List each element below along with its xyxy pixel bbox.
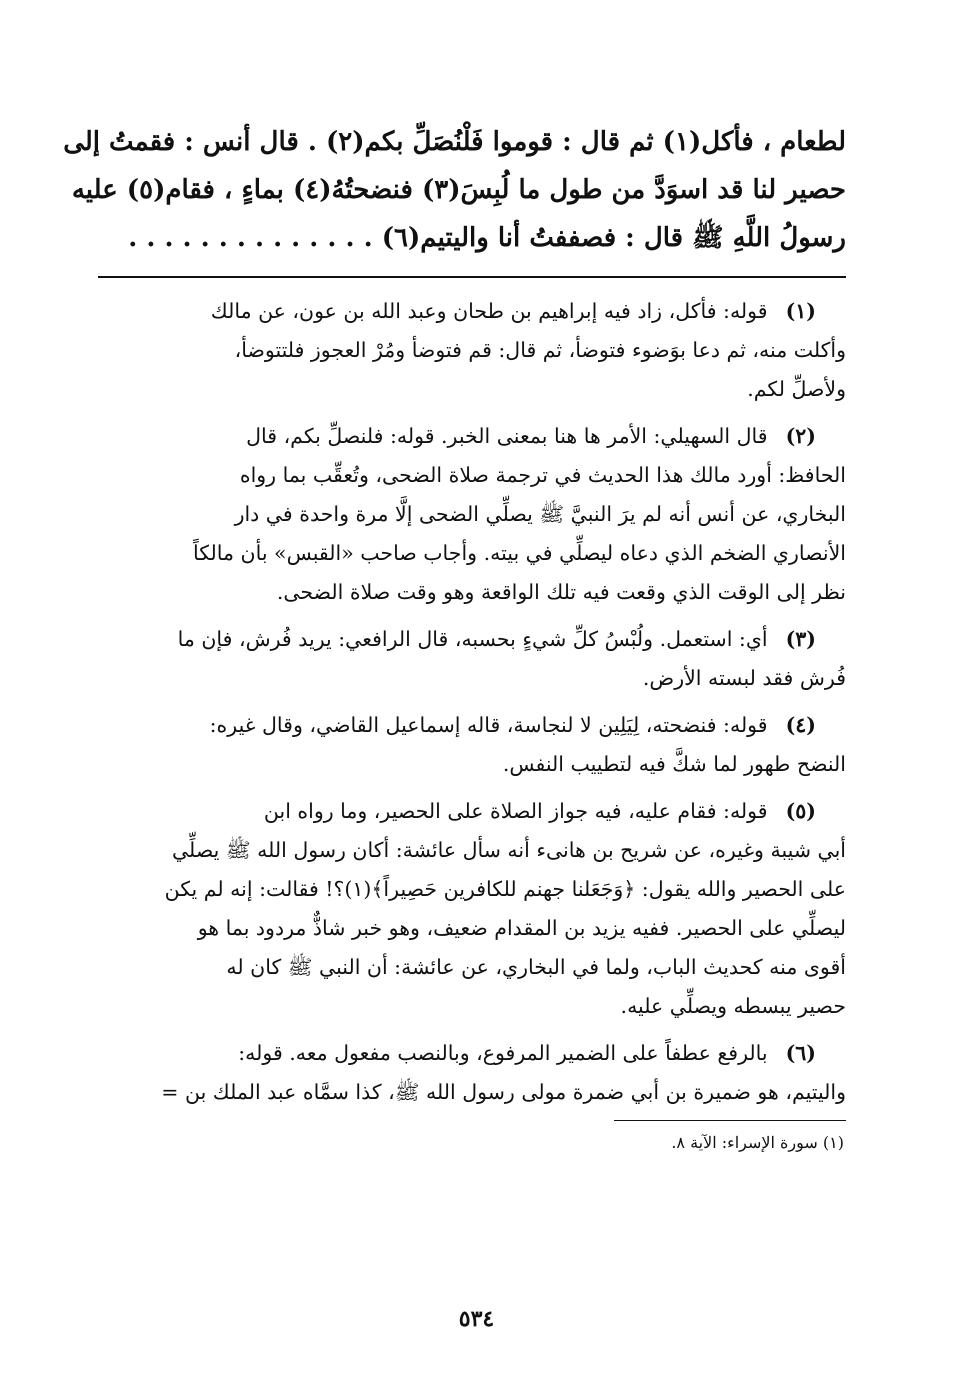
footnote-3 (98, 620, 846, 698)
footnote-number: (٥) (785, 799, 816, 823)
footnote-line: حصير يبسطه ويصلِّي عليه. (620, 994, 846, 1018)
footnote-line: البخاري، عن أنس أنه لم يرَ النبيَّ ﷺ يصلِّي الضحى إلَّا مرة واحدة في دار (234, 502, 846, 526)
main-text-block (63, 118, 846, 262)
footnote-line: ليصلِّي على الحصير. ففيه يزيد بن المقدام ضعيف، وهو خبر شاذٌّ مردود بما هو (197, 916, 846, 940)
footnote-line-text: قوله: فنضحته، لِيَلِين لا لنجاسة، قاله إسماعيل القاضي، وقال غيره: (209, 713, 768, 737)
footnote-4 (98, 706, 846, 784)
footnote-line (98, 792, 846, 831)
footnote-line: ولأصلِّ لكم. (747, 377, 846, 401)
footnote-separator (98, 276, 846, 278)
footnote-1 (98, 292, 846, 409)
footnote-line (98, 292, 846, 331)
footnote-line-text: قال السهيلي: الأمر ها هنا بمعنى الخبر. قوله: فلنصلِّ بكم، قال (246, 424, 768, 448)
footnote-line: فُرش فقد لبسته الأرض. (642, 666, 846, 690)
footnote-line (98, 417, 846, 456)
footnote-number: (٦) (785, 1041, 816, 1065)
footnote-line (98, 706, 846, 745)
sub-footnote: (١) سورة الإسراء: الآية ٨. (671, 1133, 844, 1152)
page-content (63, 118, 846, 1155)
footnote-line: واليتيم، هو ضميرة بن أبي ضمرة مولى رسول الله ﷺ، كذا سمَّاه عبد الملك بن = (161, 1080, 846, 1104)
footnote-line: على الحصير والله يقول: ﴿وَجَعَلنا جهنم للكافرين حَصِيراً﴾(١)؟! فقالت: إنه لم يكن (164, 877, 846, 901)
footnote-line-text: قوله: فأكل، زاد فيه إبراهيم بن طحان وعبد الله بن عون، عن مالك (210, 299, 768, 323)
footnote-line (98, 620, 846, 659)
footnote-line: نظر إلى الوقت الذي وقعت فيه تلك الواقعة وهو وقت صلاة الضحى. (276, 580, 846, 604)
footnote-line: الأنصاري الضخم الذي دعاه ليصلِّي في بيته. وأجاب صاحب «القبس» بأن مالكاً (192, 541, 846, 565)
footnote-line (98, 1034, 846, 1073)
footnote-number: (٤) (785, 713, 816, 737)
footnotes-block (98, 292, 846, 1112)
footnote-number: (٣) (785, 627, 816, 651)
footnote-line: الحافظ: أورد مالك هذا الحديث في ترجمة صلاة الضحى، وتُعقِّب بما رواه (239, 463, 846, 487)
footnote-line: النضح طهور لما شكَّ فيه لتطييب النفس. (502, 752, 846, 776)
main-text-line: حصير لنا قد اسوَدَّ من طول ما لُبِسَ(٣) فنضحتُهُ(٤) بماءٍ ، فقام(٥) عليه (71, 175, 846, 205)
footnote-number: (١) (785, 299, 816, 323)
footnote-5 (98, 792, 846, 1026)
footnote-2 (98, 417, 846, 612)
footnote-number: (٢) (785, 424, 816, 448)
footnote-line: أبي شيبة وغيره، عن شريح بن هانىء أنه سأل عائشة: أكان رسول الله ﷺ يصلِّي (171, 838, 846, 862)
footnote-line-text: بالرفع عطفاً على الضمير المرفوع، وبالنصب مفعول معه. قوله: (238, 1041, 768, 1065)
main-text-line: لطعام ، فأكل(١) ثم قال : قوموا فَلْنُصَلِّ بكم(٢) . قال أنس : فقمتُ إلى (63, 127, 846, 157)
footnote-line-text: أي: استعمل. ولُبْسُ كلِّ شيءٍ بحسبه، قال الرافعي: يريد فُرش، فإن ما (177, 627, 768, 651)
main-text-line: رسولُ اللَّهِ ﷺ قال : فصففتُ أنا واليتيم(٦) . . . . . . . . . . . . . . (128, 223, 846, 253)
footnote-6 (98, 1034, 846, 1112)
footnote-line: أقوى منه كحديث الباب، ولما في البخاري، عن عائشة: أن النبي ﷺ كان له (226, 955, 846, 979)
footnote-line: وأكلت منه، ثم دعا بوَضوء فتوضأ، ثم قال: قم فتوضأ ومُرْ العجوز فلتتوضأ، (234, 338, 846, 362)
footnote-line-text: قوله: فقام عليه، فيه جواز الصلاة على الحصير، وما رواه ابن (263, 799, 768, 823)
page-number: ٥٣٤ (458, 1306, 495, 1332)
sub-footnote-separator (614, 1120, 846, 1121)
